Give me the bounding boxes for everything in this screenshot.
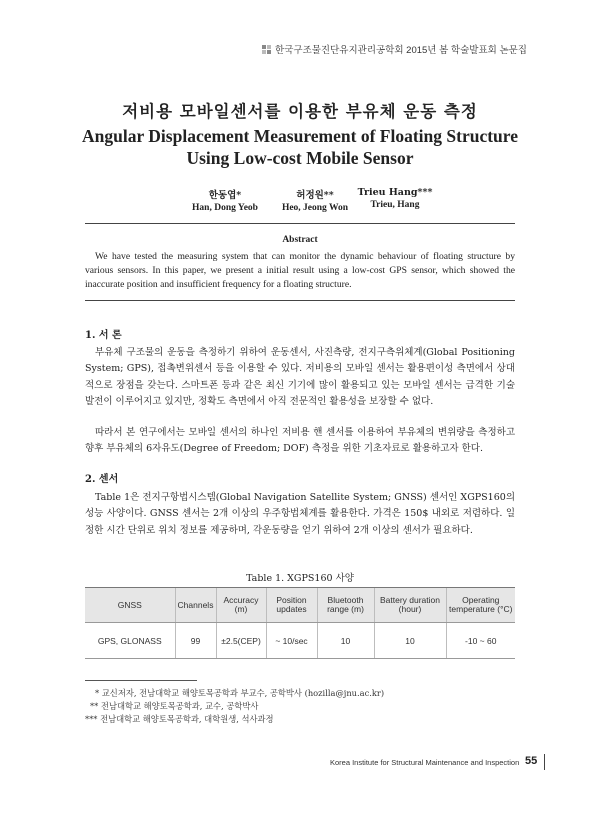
abstract-text: We have tested the measuring system that can monitor the dynamic behaviour of floating structure by various sensors. In this paper, we present a initial result using a low-cost GPS sensor, which showed the inaccurate position and insufficient frequency for a floating structure.	[85, 251, 515, 290]
header-operating-temperature: Operating temperature (°C)	[446, 588, 515, 623]
author-1-en: Han, Dong Yeob	[192, 203, 258, 213]
cell-battery-duration: 10	[374, 623, 446, 659]
cell-bluetooth-range: 10	[317, 623, 374, 659]
journal-header-text: 한국구조물진단유지관리공학회 2015년 봄 학술발표회 논문집	[275, 45, 527, 56]
page-number-divider	[544, 754, 545, 770]
table-header-row	[85, 588, 515, 623]
footnote-1: * 교신저자, 전남대학교 해양토목공학과 부교수, 공학박사 (hozilla@jnu.ac.kr)	[95, 688, 385, 698]
cell-channels: 99	[175, 623, 216, 659]
header-position-updates: Position updates	[266, 588, 317, 623]
header-battery-duration: Battery duration (hour)	[374, 588, 446, 623]
section-1-para-2: 따라서 본 연구에서는 모바일 센서의 하나인 저비용 핸 센서를 이용하여 부유체의 변위량을 측정하고 향후 부유체의 6자유도(Degree of Freedom; DOF) 측정을 위한 기초자료로 활용하고자 한다.	[85, 427, 515, 455]
spec-table	[85, 587, 515, 659]
grid-logo-icon	[262, 45, 271, 54]
header-accuracy: Accuracy (m)	[216, 588, 266, 623]
author-2-en: Heo, Jeong Won	[281, 203, 349, 213]
footnote-2: ** 전남대학교 해양토목공학과, 교수, 공학박사	[90, 701, 259, 711]
table-row	[85, 623, 515, 659]
title-english	[0, 125, 600, 169]
cell-operating-temperature: -10 ~ 60	[446, 623, 515, 659]
cell-gnss: GPS, GLONASS	[85, 623, 175, 659]
author-3-ko: Trieu Hang***	[357, 187, 433, 198]
title-korean: 저비용 모바일센서를 이용한 부유체 운동 측정	[122, 102, 478, 121]
author-3-en: Trieu, Hang	[370, 200, 420, 210]
footer-institute: Korea Institute for Structural Maintenance and Inspection	[330, 758, 520, 767]
section-2-heading: 2. 센서	[85, 474, 119, 485]
header-bluetooth-range: Bluetooth range (m)	[317, 588, 374, 623]
title-english-line2: Using Low-cost Mobile Sensor	[186, 148, 414, 168]
section-1-heading: 1. 서 론	[85, 330, 122, 341]
header-gnss: GNSS	[85, 588, 175, 623]
footnote-3: *** 전남대학교 해양토목공학과, 대학원생, 석사과정	[85, 714, 274, 724]
author-3	[345, 187, 445, 210]
table-caption: Table 1. XGPS160 사양	[246, 573, 354, 584]
abstract-top-rule	[85, 223, 515, 224]
section-2-para-1: Table 1은 전지구항법시스템(Global Navigation Satellite System; GNSS) 센서인 XGPS160의 성능 사양이다. GNSS 센서는 2개 이상의 우주항법체계를 활용한다. 가격은 150$ 내외로 저렴하다. 일정한 시간 단위로 위치 정보를 제공하며, 각운동량을 얻기 위하여 2개 이상의 센서가 필요하다.	[85, 492, 515, 536]
page-number: 55	[525, 755, 538, 767]
title-english-line1: Angular Displacement Measurement of Floating Structure	[82, 126, 518, 146]
abstract-bottom-rule	[85, 300, 515, 301]
header-channels: Channels	[175, 588, 216, 623]
cell-position-updates: ~ 10/sec	[266, 623, 317, 659]
author-2-ko: 허정원**	[296, 190, 334, 201]
abstract-heading: Abstract	[282, 235, 318, 245]
author-1	[175, 187, 275, 213]
footnote-rule	[85, 680, 197, 681]
cell-accuracy: ±2.5(CEP)	[216, 623, 266, 659]
author-1-ko: 한동엽*	[208, 190, 242, 201]
section-1-para-1: 부유체 구조물의 운동을 측정하기 위하여 운동센서, 사진측량, 전지구측위체계(Global Positioning System; GPS), 접촉변위센서 등을 이용할 수 있다. 저비용의 모바일 센서는 활용편이성 측면에서 상대적으로 장점을 갖는다. 스마트폰 등과 같은 최신 기기에 많이 활용되고 있는 모바일 센서는 급격한 기술발전이 이루어지고 있지만, 정확도 측면에서 아직 전문적인 활용성을 보장할 수 없다.	[85, 347, 515, 407]
journal-header	[262, 42, 527, 56]
